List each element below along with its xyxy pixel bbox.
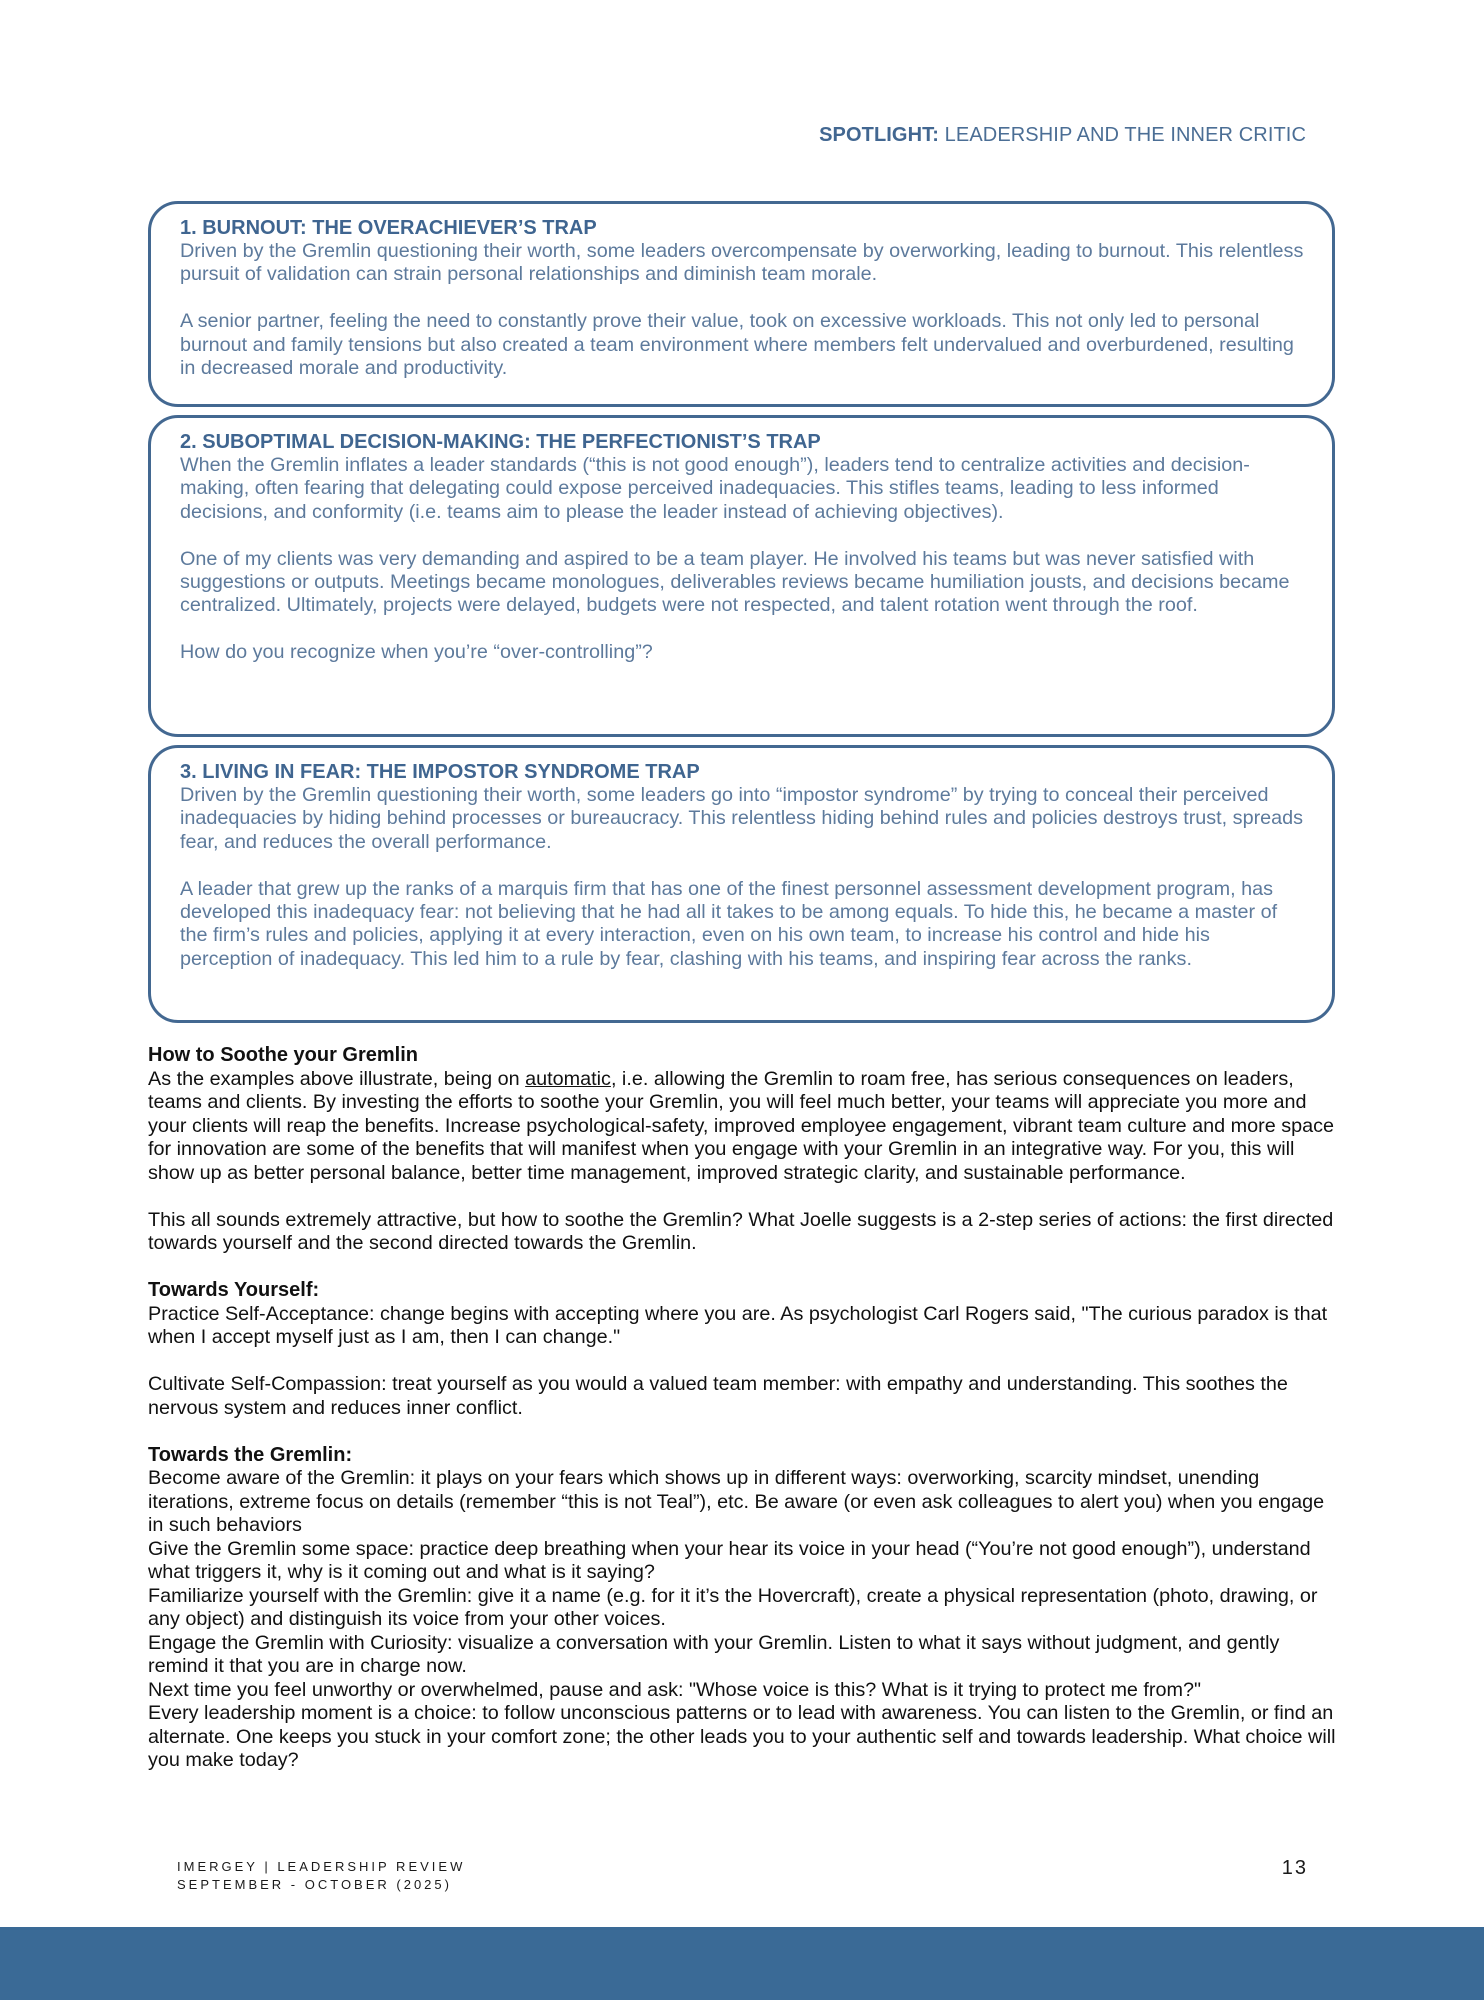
body-paragraph: This all sounds extremely attractive, but how to soothe the Gremlin? What Joelle suggests is a 2-step series of actions: the first directed towards yourself and the second directed towards the Gremlin. [148, 1208, 1334, 1254]
callout-question: How do you recognize when you’re “over-controlling”? [180, 641, 653, 664]
list-item: Next time you feel unworthy or overwhelmed, pause and ask: "Whose voice is this? What is it trying to protect me from?" [148, 1678, 1202, 1701]
callout-box-impostor [148, 745, 1335, 1023]
callout-paragraph: A leader that grew up the ranks of a marquis firm that has one of the finest personnel assessment development program, has developed this inadequacy fear: not believing that he had all it takes to be among equals. To hide this, he became a master of the firm’s rules and policies, applying it at every interaction, even on his own team, to increase his control and hide his perception of inadequacy. This led him to a rule by fear, clashing with his teams, and inspiring fear across the ranks. [180, 877, 1278, 970]
callout-paragraph: A senior partner, feeling the need to constantly prove their value, took on excessive workloads. This not only led to personal burnout and family tensions but also created a team environment where members felt undervalued and overburdened, resulting in decreased morale and productivity. [180, 310, 1294, 380]
list-item: Give the Gremlin some space: practice deep breathing when your hear its voice in your head (“You’re not good enough”), understand what triggers it, why is it coming out and what is it saying? [148, 1537, 1311, 1583]
article-body [148, 1044, 1344, 1773]
callout-title: 1. BURNOUT: THE OVERACHIEVER’S TRAP [180, 217, 597, 239]
callout-paragraph: One of my clients was very demanding and aspired to be a team player. He involved his teams but was never satisfied with suggestions or outputs. Meetings became monologues, deliverables reviews became humiliation jousts, and decisions became centralized. Ultimately, projects were delayed, budgets were not respected, and talent rotation went through the roof. [180, 547, 1290, 617]
body-paragraph [148, 1068, 1344, 1186]
footer-line-2: SEPTEMBER - OCTOBER (2025) [177, 1877, 452, 1892]
section-heading-yourself: Towards Yourself: [148, 1279, 320, 1301]
header-title: LEADERSHIP AND THE INNER CRITIC [944, 124, 1306, 146]
section-heading-gremlin: Towards the Gremlin: [148, 1443, 353, 1466]
callout-paragraph: Driven by the Gremlin questioning their worth, some leaders go into “impostor syndrome” by trying to conceal their perceived inadequacies by hiding behind processes or bureaucracy. This relentless hiding behind rules and policies destroys trust, spreads fear, and reduces the overall performance. [180, 784, 1304, 853]
footer-publication [177, 1858, 465, 1894]
body-paragraph: Practice Self-Acceptance: change begins with accepting where you are. As psychologist Carl Rogers said, "The curious paradox is that when I accept myself just as I am, then I can change." [148, 1302, 1328, 1348]
body-paragraph: Cultivate Self-Compassion: treat yourself as you would a valued team member: with empathy and understanding. This soothes the nervous system and reduces inner conflict. [148, 1373, 1288, 1419]
text-run: As the examples above illustrate, being on [148, 1067, 526, 1090]
list-item: Become aware of the Gremlin: it plays on your fears which shows up in different ways: overworking, scarcity mindset, unending iterations, extreme focus on details (remember “this is not Teal”), etc. Be aware (or even ask colleagues to alert you) when you engage in such behaviors [148, 1467, 1325, 1536]
callout-box-perfectionist [148, 415, 1335, 737]
footer-line-1: IMERGEY | LEADERSHIP REVIEW [177, 1859, 466, 1874]
callout-title: 2. SUBOPTIMAL DECISION-MAKING: THE PERFECTIONIST’S TRAP [180, 431, 821, 453]
section-heading-soothe: How to Soothe your Gremlin [148, 1044, 419, 1066]
page-number: 13 [1281, 1857, 1308, 1879]
automatic-link[interactable]: automatic [525, 1067, 611, 1090]
text-run: , i.e. allowing the Gremlin to roam free, has serious consequences on leaders, teams and clients. By investing the efforts to soothe your Gremlin, you will feel much better, your teams will appreciate you more and your clients will reap the benefits. Increase psychological-safety, improved employee engagement, vibrant team culture and more space for innovation are some of the benefits that will manifest when you engage with your Gremlin in an integrative way. For you, this will show up as better personal balance, better time management, improved strategic clarity, and sustainable performance. [148, 1067, 1335, 1184]
list-item: Every leadership moment is a choice: to follow unconscious patterns or to lead with awareness. You can listen to the Gremlin, or find an alternate. One keeps you stuck in your comfort zone; the other leads you to your authentic self and towards leadership. What choice will you make today? [148, 1702, 1336, 1771]
callout-title: 3. LIVING IN FEAR: THE IMPOSTOR SYNDROME TRAP [180, 761, 700, 783]
callout-paragraph: When the Gremlin inflates a leader standards (“this is not good enough”), leaders tend to centralize activities and decision-making, often fearing that delegating could expose perceived inadequacies. This stifles teams, leading to less informed decisions, and conformity (i.e. teams aim to please the leader instead of achieving objectives). [180, 454, 1250, 523]
callout-box-burnout [148, 201, 1335, 407]
header-label: SPOTLIGHT: [819, 124, 939, 146]
callout-paragraph: Driven by the Gremlin questioning their worth, some leaders overcompensate by overworking, leading to burnout. This relentless pursuit of validation can strain personal relationships and diminish team morale. [180, 240, 1304, 286]
list-item: Engage the Gremlin with Curiosity: visualize a conversation with your Gremlin. Listen to what it says without judgment, and gently remind it that you are in charge now. [148, 1631, 1280, 1677]
footer-color-bar [0, 1927, 1484, 2000]
running-header [819, 124, 1306, 147]
list-item: Familiarize yourself with the Gremlin: give it a name (e.g. for it it’s the Hovercraft), create a physical representation (photo, drawing, or any object) and distinguish its voice from your other voices. [148, 1584, 1318, 1630]
